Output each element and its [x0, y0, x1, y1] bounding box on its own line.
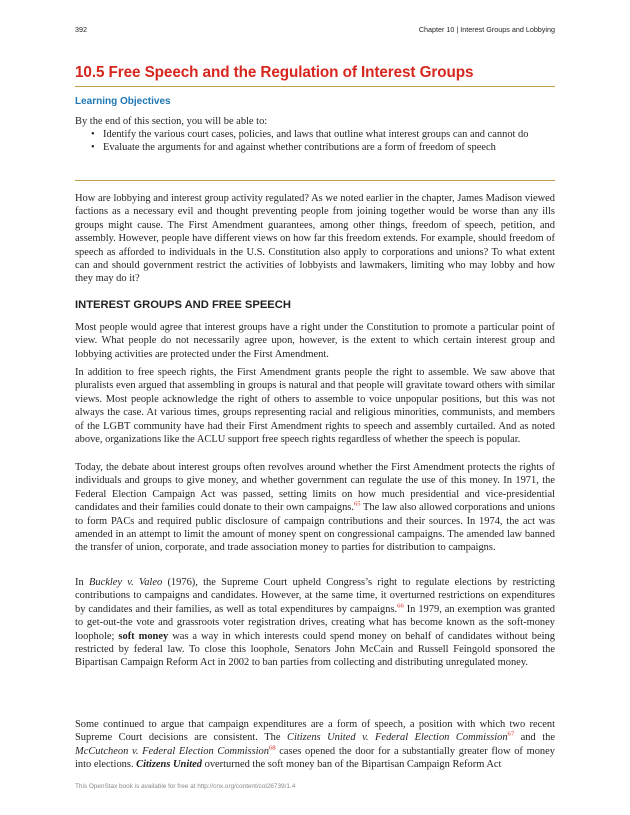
objective-text: Identify the various court cases, policies, and laws that outline what interest groups can and cannot do — [103, 129, 529, 140]
list-item — [75, 128, 555, 141]
footnote-ref-65[interactable]: 65 — [353, 500, 361, 508]
paragraph-text: overturned the soft money ban of the Bipartisan Campaign Reform Act — [202, 759, 502, 771]
footnote-ref-66[interactable]: 66 — [397, 602, 404, 610]
paragraph-1: Most people would agree that interest groups have a right under the Constitution to promote a particular point of view. What people do not necessarily agree upon, however, is the extent to which certain interest group and lobbying activities are protected under the First Amendment. — [75, 322, 555, 360]
paragraph-5 — [75, 718, 555, 772]
paragraph-text: The law also allowed corporations and unions to form PACs and required public disclosure of campaign contributions and their sources. In 1974, the act was amended in an attempt to limit the amount of money spent on congressional campaigns. The amended law banned the transfer of union, corporate, and trade association money to parties for distribution to campaigns. — [75, 502, 556, 554]
paragraph-text: Some continued to argue that campaign expenditures are a form of speech, a position with which two recent Supreme Court decisions are consistent. The — [75, 719, 555, 744]
footnote-ref-68[interactable]: 68 — [269, 744, 276, 752]
bullet-icon: • — [91, 129, 95, 140]
header-separator: | — [456, 25, 459, 34]
learning-objectives-intro: By the end of this section, you will be able to: — [75, 116, 268, 127]
paragraph-text: cases opened the door for a substantially greater flow of money into elections. — [75, 745, 555, 771]
case-name: Buckley v. Valeo — [88, 577, 163, 588]
section-title: 10.5 Free Speech and the Regulation of Interest Groups — [75, 64, 474, 81]
footer-note: This OpenStax book is available for free at http://cnx.org/content/col26739/1.4 — [75, 783, 296, 790]
paragraph-text: (1976), the Supreme Court upheld Congress’s right to regulate elections by restricting contributions to campaigns and candidates. However, at the same time, it overturned restrictions on expenditures by candidates and their families, as well as total expenditures by campaigns. — [75, 577, 555, 615]
chapter-title: Interest Groups and Lobbying — [460, 25, 555, 34]
page-number: 392 — [75, 25, 87, 34]
list-item — [75, 141, 555, 154]
case-name: Citizens United v. Federal Election Commission — [286, 732, 508, 744]
paragraph-text: and the — [514, 732, 556, 744]
running-header — [419, 25, 555, 34]
subsection-heading: INTEREST GROUPS AND FREE SPEECH — [75, 299, 291, 311]
bullet-icon: • — [91, 142, 95, 154]
learning-objectives-list — [75, 128, 555, 155]
objectives-rule — [75, 180, 555, 181]
case-name: Citizens United — [136, 759, 202, 771]
title-rule — [75, 86, 555, 87]
paragraph-2: In addition to free speech rights, the First Amendment grants people the right to assemble. We saw above that pluralists even argued that assembling in groups is natural and that people will gravitate toward others with similar views. Most people acknowledge the right of others to assemble to voice unpopular positions, but this was not always the case. At various times, groups representing racial and religious minorities, communists, and members of the LGBT community have had their First Amendment rights to speech and assembly curtailed. And as noted above, organizations like the ACLU support free speech rights regardless of whether the speech is popular. — [75, 367, 555, 446]
paragraph-3 — [75, 461, 555, 555]
paragraph-text: In — [75, 577, 89, 588]
chapter-label: Chapter 10 — [418, 25, 455, 34]
paragraph-4 — [75, 576, 555, 670]
case-name: McCutcheon v. Federal Election Commission — [75, 745, 269, 757]
paragraph-text: Today, the debate about interest groups often revolves around whether the First Amendment protects the rights of individuals and groups to give money, and whether government can regulate the use of this money. In 1971, the Federal Election Campaign Act was passed, setting limits on how much presidential and vice-presidential candidates and their families could donate to their own campaigns. — [75, 462, 555, 514]
footnote-ref-67[interactable]: 67 — [507, 730, 515, 738]
objective-text: Evaluate the arguments for and against whether contributions are a form of freedom of speech — [103, 142, 496, 154]
paragraph-text: was a way in which interests could spend money on behalf of candidates without being restricted by federal law. To close this loophole, Senators John McCain and Russell Feingold sponsored the Bipartisan Campaign Reform Act in 2002 to ban parties from collecting and distributing unregulated money. — [75, 630, 555, 669]
paragraph-text: In 1979, an exemption was granted to get-out-the vote and grassroots voter registration drives, creating what has become known as the soft-money loophole; — [75, 603, 555, 642]
key-term: soft money — [118, 630, 169, 642]
intro-paragraph: How are lobbying and interest group activity regulated? As we noted earlier in the chapter, James Madison viewed factions as a necessary evil and thought preventing people from joining together would be worse than any ills groups might cause. The First Amendment guarantees, among other things, freedom of speech, petition, and assembly. However, people have different views on how far this freedom extends. For example, should freedom of speech as afforded to individuals in the U.S. Constitution also apply to corporations and unions? To what extent can and should government restrict the activities of lobbyists and lawmakers, limiting who may lobby and how they may do it? — [75, 193, 555, 285]
learning-objectives-heading: Learning Objectives — [75, 96, 171, 107]
